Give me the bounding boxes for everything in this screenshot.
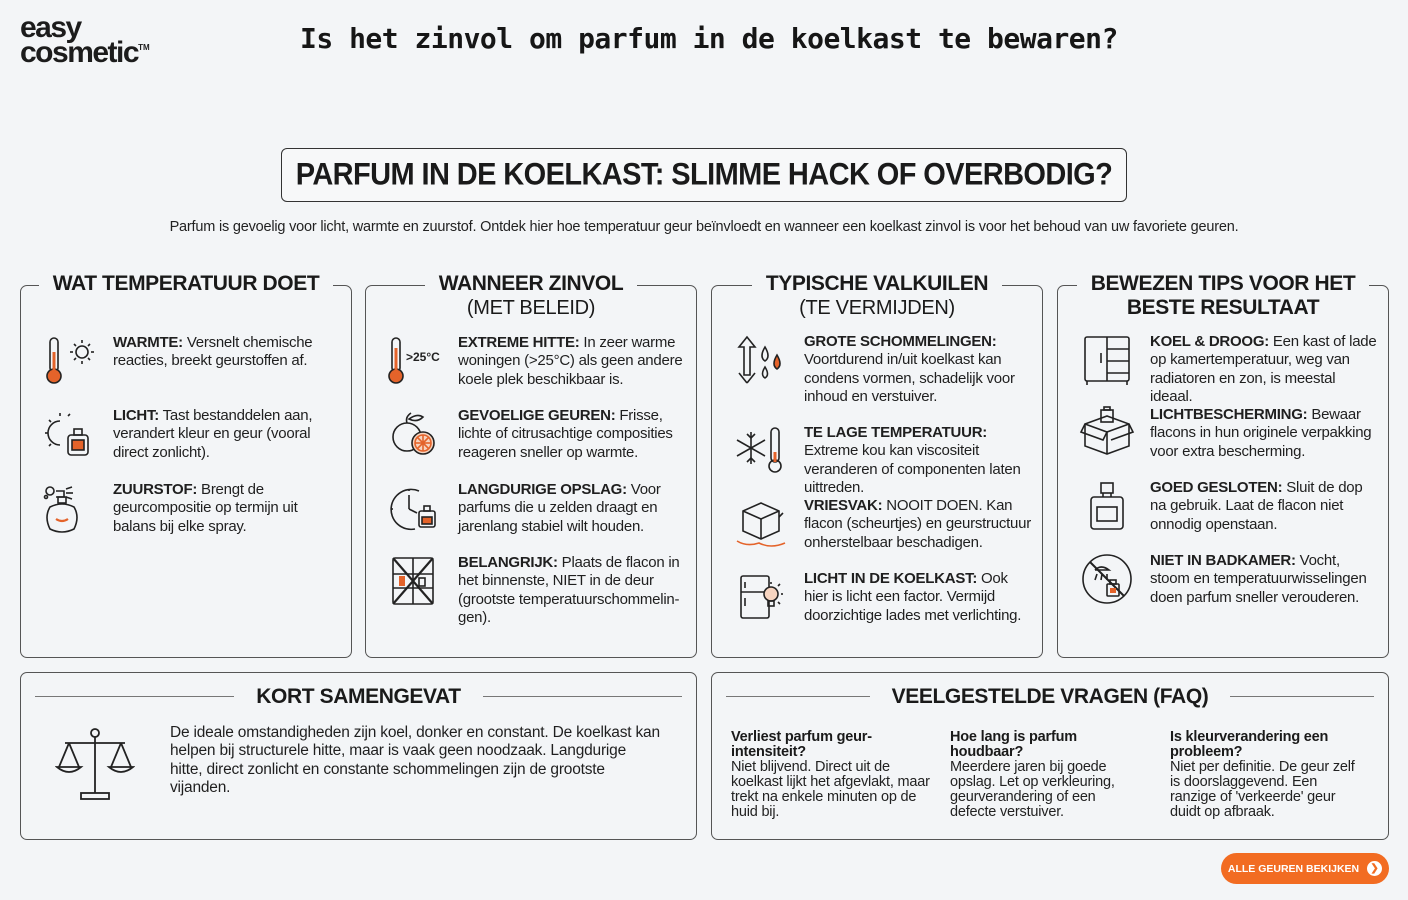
item-text	[105, 481, 343, 536]
panel-zinvol-title: WANNEER ZINVOL	[425, 272, 638, 296]
panel-tips-subtitle: BESTE RESULTAAT	[1126, 296, 1320, 319]
temperature-label: >25°C	[406, 350, 440, 364]
item-label: GEVOELIGE GEUREN:	[458, 407, 616, 424]
fridge-door-crossed-icon	[380, 554, 450, 606]
scale-icon	[55, 723, 135, 808]
item-label: EXTREME HITTE:	[458, 334, 580, 351]
item-text	[450, 334, 688, 389]
item-description: Een kast of lade op kamertemperatuur, weg van radiatoren en zon, is meestal ideaal.	[1150, 333, 1377, 405]
item-label: GROTE SCHOMMELINGEN:	[804, 333, 997, 350]
logo-line-2-text: cosmetic	[20, 35, 139, 69]
faq-title: VEELGESTELDE VRAGEN (FAQ)	[870, 685, 1231, 709]
panel-temperatuur-title: WAT TEMPERATUUR DOET	[39, 272, 334, 296]
panel-valkuilen	[711, 272, 1043, 658]
ice-cube-icon	[726, 497, 796, 549]
chevron-right-icon: ❯	[1367, 861, 1382, 876]
panel-tips	[1057, 272, 1389, 658]
item-description: Brengt de geurcompositie op termijn uit balans bij elke spray.	[113, 481, 298, 535]
item-text	[1142, 552, 1380, 607]
panel-zinvol-head	[366, 272, 696, 320]
item-text	[450, 481, 688, 536]
no-shower-icon	[1072, 552, 1142, 604]
list-item	[1072, 552, 1380, 607]
faq-question: Is kleurverandering een probleem?	[1170, 729, 1329, 760]
item-label: LICHTBESCHERMING:	[1150, 406, 1308, 423]
page-title: Is het zinvol om parfum in de koelkast te bewaren?	[300, 22, 1118, 55]
item-description: Extreme kou kan viscositeit veranderen of componenten laten uittreden.	[804, 442, 1021, 496]
item-text	[105, 407, 343, 462]
summary-text: De ideale omstandigheden zijn koel, donker en constant. De koelkast kan helpen bij structurele hitte, maar is vaak geen noodzaak. Langdurige hitte, direct zonlicht en constante schommelingen zijn de grootste vijanden.	[170, 724, 660, 796]
list-item	[1072, 479, 1380, 534]
updown-drops-icon	[726, 333, 796, 385]
item-text	[796, 570, 1034, 625]
list-item	[380, 407, 688, 462]
logo-trademark: TM	[138, 42, 150, 52]
item-label: NIET IN BADKAMER:	[1150, 552, 1296, 569]
faq-answer: Niet blijvend. Direct uit de koelkast lijkt het afgevlakt, maar trekt na enkele minuten op de huid bij.	[731, 759, 930, 820]
list-item	[35, 407, 343, 462]
list-item	[380, 554, 688, 627]
banner	[281, 148, 1127, 202]
panel-tips-head	[1058, 272, 1388, 320]
panel-valkuilen-title: TYPISCHE VALKUILEN	[752, 272, 1002, 296]
intro-text: Parfum is gevoelig voor licht, warmte en zuurstof. Ontdek hier hoe temperatuur geur beïnvloedt en wanneer een koelkast zinvol is voor het behoud van uw favoriete geuren.	[169, 219, 1239, 235]
item-description: Voortdurend in/uit koelkast kan condens vormen, schadelijk voor inhoud en verstuiver.	[804, 351, 1015, 405]
clock-perfume-icon	[380, 481, 450, 533]
view-all-scents-button[interactable]	[1221, 853, 1389, 884]
item-text	[796, 333, 1034, 406]
list-item	[35, 334, 343, 386]
list-item	[726, 424, 1034, 497]
list-item	[726, 333, 1034, 406]
summary-head	[21, 685, 696, 709]
thermometer-hot-icon	[380, 334, 450, 386]
panel-temperatuur	[20, 272, 352, 658]
item-text	[796, 497, 1034, 552]
item-description: Voor parfums die u zelden draagt en jarenlang stabiel wilt houden.	[458, 481, 661, 535]
item-label: LICHT:	[113, 407, 159, 424]
item-description: Bewaar flacons in hun originele verpakking voor extra bescherming.	[1150, 406, 1372, 460]
item-description: Versnelt chemische reacties, breekt geurstoffen af.	[113, 334, 313, 370]
item-label: LANGDURIGE OPSLAG:	[458, 481, 627, 498]
thermometer-sun-icon	[35, 334, 105, 386]
panel-valkuilen-head	[712, 272, 1042, 320]
list-item	[1072, 333, 1380, 406]
item-text	[105, 334, 343, 386]
list-item	[380, 334, 688, 389]
item-text	[450, 554, 688, 627]
faq-answer: Meerdere jaren bij goede opslag. Let op verkleuring, geurverandering of een defecte verstuiver.	[950, 759, 1115, 820]
item-text	[1142, 479, 1380, 534]
perfume-spray-icon	[35, 481, 105, 533]
snowflake-thermometer-icon	[726, 424, 796, 476]
item-description: In zeer warme woningen (>25°C) als geen andere koele plek beschikbaar is.	[458, 334, 683, 388]
list-item	[726, 497, 1034, 552]
item-label: GOED GESLOTEN:	[1150, 479, 1283, 496]
faq-answer: Niet per definitie. De geur zelf is doorslaggevend. Een ranzige of 'verkeerde' geur duidt op afbraak.	[1170, 759, 1355, 820]
list-item	[726, 570, 1034, 625]
item-label: VRIESVAK:	[804, 497, 883, 514]
faq-item	[731, 730, 931, 820]
faq-item	[1170, 730, 1370, 820]
item-label: BELANGRIJK:	[458, 554, 558, 571]
banner-title: PARFUM IN DE KOELKAST: SLIMME HACK OF OVERBODIG?	[295, 157, 1113, 192]
logo-line-1: easy	[20, 11, 81, 44]
panel-zinvol-subtitle: (MET BELEID)	[466, 297, 596, 319]
item-text	[1142, 406, 1380, 461]
item-label: KOEL & DROOG:	[1150, 333, 1269, 350]
panel-valkuilen-subtitle: (TE VERMIJDEN)	[799, 297, 955, 319]
item-description: Plaats de flacon in het binnenste, NIET in de deur (grootste temperatuurschommelin-gen).	[458, 554, 680, 626]
item-description: NOOIT DOEN. Kan flacon (scheurtjes) en geurstructuur onherstelbaar beschadigen.	[804, 497, 1031, 551]
citrus-icon	[380, 407, 450, 459]
item-label: ZUURSTOF:	[113, 481, 198, 498]
cta-label: ALLE GEUREN BEKIJKEN	[1227, 862, 1360, 875]
cabinet-icon	[1072, 333, 1142, 385]
panel-summary	[20, 672, 697, 840]
closed-bottle-icon	[1072, 479, 1142, 531]
item-label: TE LAGE TEMPERATUUR:	[804, 424, 988, 441]
faq-question: Verliest parfum geur-intensiteit?	[731, 729, 872, 760]
item-text	[1142, 333, 1380, 406]
item-text	[796, 424, 1034, 497]
list-item	[35, 481, 343, 536]
panel-tips-title: BEWEZEN TIPS VOOR HET	[1077, 272, 1370, 296]
item-text	[450, 407, 688, 462]
list-item	[380, 481, 688, 536]
fridge-light-icon	[726, 570, 796, 622]
item-description: Tast bestanddelen aan, verandert kleur en geur (vooral direct zonlicht).	[113, 407, 313, 461]
logo-line-2	[20, 35, 150, 69]
faq-head	[712, 685, 1388, 709]
item-label: WARMTE:	[113, 334, 183, 351]
faq-item	[950, 730, 1135, 820]
list-item	[1072, 406, 1380, 461]
summary-title: KORT SAMENGEVAT	[234, 685, 482, 709]
item-description: Vocht, stoom en temperatuurwisselingen doen parfum sneller verouderen.	[1150, 552, 1367, 606]
panel-temperatuur-head	[21, 272, 351, 296]
panel-zinvol	[365, 272, 697, 658]
sun-perfume-icon	[35, 407, 105, 459]
item-description: Ook hier is licht een factor. Vermijd doorzichtige lades met verlichting.	[804, 570, 1022, 624]
item-description: Sluit de dop na gebruik. Laat de flacon niet onnodig openstaan.	[1150, 479, 1363, 533]
brand-logo[interactable]	[20, 11, 150, 69]
item-description: Frisse, lichte of citrusachtige composities reageren sneller op warmte.	[458, 407, 673, 461]
item-label: LICHT IN DE KOELKAST:	[804, 570, 978, 587]
box-perfume-icon	[1072, 406, 1142, 458]
faq-question: Hoe lang is parfum houdbaar?	[950, 729, 1077, 760]
